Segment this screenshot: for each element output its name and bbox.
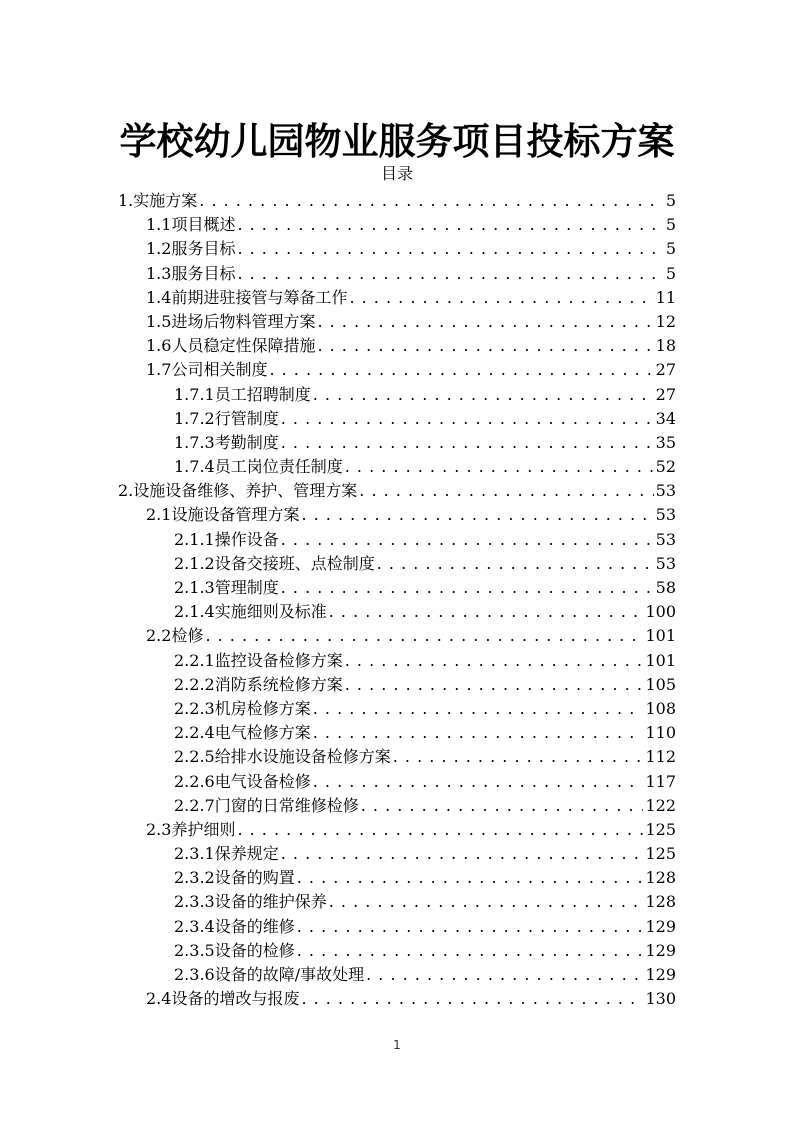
toc-entry-page: 101 <box>645 650 676 670</box>
toc-entry-page: 12 <box>655 311 676 331</box>
toc-entry[interactable] <box>118 407 676 431</box>
document-title: 学校幼儿园物业服务项目投标方案 <box>119 120 675 163</box>
toc-entry-label: 2.1.1操作设备 <box>174 529 279 549</box>
toc-entry[interactable] <box>118 528 676 552</box>
dot-leader <box>359 479 653 503</box>
toc-entry[interactable] <box>118 890 676 914</box>
toc-entry-label: 1.1项目概述 <box>146 215 236 235</box>
toc-entry-label: 2.2.7门窗的日常维修检修 <box>174 795 359 815</box>
dot-leader <box>329 890 644 914</box>
toc-entry[interactable] <box>118 189 676 213</box>
toc-entry[interactable] <box>118 697 676 721</box>
toc-entry[interactable] <box>118 383 676 407</box>
dot-leader <box>301 503 653 527</box>
dot-leader <box>269 358 653 382</box>
toc-entry-label: 2.1.4实施细则及标准 <box>174 602 327 622</box>
toc-entry[interactable] <box>118 866 676 890</box>
dot-leader <box>281 528 654 552</box>
toc-entry[interactable] <box>118 455 676 479</box>
toc-entry[interactable] <box>118 624 676 648</box>
dot-leader <box>361 794 644 818</box>
toc-entry-page: 5 <box>665 239 676 259</box>
toc-entry-label: 1.7.1员工招聘制度 <box>174 384 311 404</box>
dot-leader <box>281 407 654 431</box>
toc-entry-page: 101 <box>645 626 676 646</box>
toc-entry-page: 125 <box>645 844 676 864</box>
toc-entry-label: 1.7公司相关制度 <box>146 360 268 380</box>
toc-entry-label: 1.4前期进驻接管与筹备工作 <box>146 287 348 307</box>
dot-leader <box>313 770 644 794</box>
toc-entry-page: 130 <box>645 989 676 1009</box>
toc-entry-page: 129 <box>645 940 676 960</box>
toc-entry-label: 1.6人员稳定性保障措施 <box>146 336 316 356</box>
toc-entry-page: 5 <box>665 263 676 283</box>
dot-leader <box>237 262 662 286</box>
dot-leader <box>237 213 662 237</box>
toc-entry[interactable] <box>118 213 676 237</box>
dot-leader <box>205 624 643 648</box>
dot-leader <box>345 455 654 479</box>
toc-entry-label: 2.3.3设备的维护保养 <box>174 892 327 912</box>
dot-leader <box>366 963 643 987</box>
toc-entry-page: 117 <box>645 771 676 791</box>
toc-entry-label: 2.3.6设备的故障/事故处理 <box>174 965 365 984</box>
dot-leader <box>297 939 644 963</box>
toc-entry[interactable] <box>118 818 676 842</box>
toc-entry[interactable] <box>118 673 676 697</box>
toc-entry[interactable] <box>118 915 676 939</box>
toc-entry-page: 122 <box>645 795 676 815</box>
dot-leader <box>281 842 644 866</box>
toc-entry[interactable] <box>118 770 676 794</box>
toc-entry-label: 2.设施设备维修、养护、管理方案 <box>118 481 358 501</box>
toc-entry[interactable] <box>118 358 676 382</box>
toc-entry[interactable] <box>118 286 676 310</box>
toc-entry-label: 2.3养护细则 <box>146 819 236 839</box>
dot-leader <box>313 697 644 721</box>
toc-entry-page: 5 <box>665 191 676 210</box>
toc-entry-page: 125 <box>645 819 676 839</box>
toc-entry[interactable] <box>118 963 676 987</box>
toc-entry-page: 108 <box>645 698 676 718</box>
toc-entry[interactable] <box>118 649 676 673</box>
toc-entry-label: 2.2.3机房检修方案 <box>174 698 311 718</box>
toc-entry-label: 1.3服务目标 <box>146 263 236 283</box>
toc-entry-page: 11 <box>655 287 676 307</box>
toc-entry-label: 1.实施方案 <box>118 191 198 210</box>
toc-entry[interactable] <box>118 600 676 624</box>
toc-entry-page: 128 <box>645 868 676 888</box>
toc-entry-page: 112 <box>645 747 676 767</box>
table-of-contents <box>118 189 676 1011</box>
toc-entry-label: 2.3.1保养规定 <box>174 844 279 864</box>
toc-entry-label: 2.2.1监控设备检修方案 <box>174 650 343 670</box>
toc-entry-label: 1.7.4员工岗位责任制度 <box>174 457 343 477</box>
dot-leader <box>199 189 662 213</box>
toc-entry[interactable] <box>118 842 676 866</box>
toc-entry-label: 1.5进场后物料管理方案 <box>146 311 316 331</box>
toc-entry[interactable] <box>118 576 676 600</box>
toc-entry-label: 2.4设备的增改与报废 <box>146 989 300 1009</box>
toc-entry[interactable] <box>118 721 676 745</box>
toc-entry[interactable] <box>118 939 676 963</box>
toc-entry-label: 2.2.2消防系统检修方案 <box>174 674 343 694</box>
dot-leader <box>237 237 662 261</box>
toc-entry-label: 2.1.3管理制度 <box>174 578 279 597</box>
toc-entry-page: 53 <box>655 481 676 501</box>
toc-entry-page: 53 <box>655 553 676 573</box>
dot-leader <box>313 721 644 745</box>
toc-entry[interactable] <box>118 479 676 503</box>
dot-leader <box>345 673 644 697</box>
toc-entry[interactable] <box>118 262 676 286</box>
dot-leader <box>345 649 644 673</box>
dot-leader <box>281 576 654 600</box>
toc-entry-page: 105 <box>645 674 676 694</box>
dot-leader <box>393 745 644 769</box>
toc-entry-page: 52 <box>655 457 676 477</box>
toc-entry-label: 1.7.3考勤制度 <box>174 432 279 452</box>
dot-leader <box>329 600 644 624</box>
toc-entry-page: 35 <box>655 432 676 452</box>
toc-entry-label: 1.7.2行管制度 <box>174 408 279 428</box>
toc-entry[interactable] <box>118 334 676 358</box>
toc-entry-label: 2.1设施设备管理方案 <box>146 505 300 525</box>
dot-leader <box>281 431 654 455</box>
toc-entry[interactable] <box>118 794 676 818</box>
toc-entry-page: 129 <box>645 965 676 984</box>
toc-entry-label: 1.2服务目标 <box>146 239 236 259</box>
toc-entry-page: 53 <box>655 529 676 549</box>
dot-leader <box>297 915 644 939</box>
toc-entry-page: 110 <box>645 723 676 743</box>
toc-entry-label: 2.2.4电气检修方案 <box>174 723 311 743</box>
dot-leader <box>317 310 653 334</box>
toc-entry-page: 128 <box>645 892 676 912</box>
toc-entry-label: 2.1.2设备交接班、点检制度 <box>174 553 375 573</box>
toc-entry[interactable] <box>118 310 676 334</box>
toc-entry-page: 58 <box>655 578 676 597</box>
dot-leader <box>317 334 653 358</box>
toc-entry-page: 100 <box>645 602 676 622</box>
dot-leader <box>377 552 654 576</box>
toc-entry-page: 18 <box>655 336 676 356</box>
toc-entry[interactable] <box>118 745 676 769</box>
toc-entry[interactable] <box>118 431 676 455</box>
toc-entry[interactable] <box>118 237 676 261</box>
toc-entry-page: 53 <box>655 505 676 525</box>
page-number: 1 <box>393 1038 401 1052</box>
dot-leader <box>349 286 653 310</box>
toc-entry[interactable] <box>118 987 676 1011</box>
dot-leader <box>237 818 643 842</box>
toc-entry-label: 2.3.2设备的购置 <box>174 868 295 888</box>
toc-entry-page: 34 <box>655 408 676 428</box>
toc-entry-label: 2.2检修 <box>146 626 204 646</box>
toc-entry[interactable] <box>118 552 676 576</box>
toc-entry-label: 2.3.4设备的维修 <box>174 916 295 936</box>
toc-heading: 目录 <box>380 164 413 183</box>
toc-entry-label: 2.3.5设备的检修 <box>174 940 295 960</box>
toc-entry-page: 129 <box>645 916 676 936</box>
dot-leader <box>313 383 654 407</box>
toc-entry-page: 5 <box>665 215 676 235</box>
dot-leader <box>297 866 644 890</box>
dot-leader <box>301 987 643 1011</box>
toc-entry[interactable] <box>118 503 676 527</box>
toc-entry-page: 27 <box>655 360 676 380</box>
toc-entry-label: 2.2.6电气设备检修 <box>174 771 311 791</box>
toc-entry-label: 2.2.5给排水设施设备检修方案 <box>174 747 391 767</box>
toc-entry-page: 27 <box>655 384 676 404</box>
